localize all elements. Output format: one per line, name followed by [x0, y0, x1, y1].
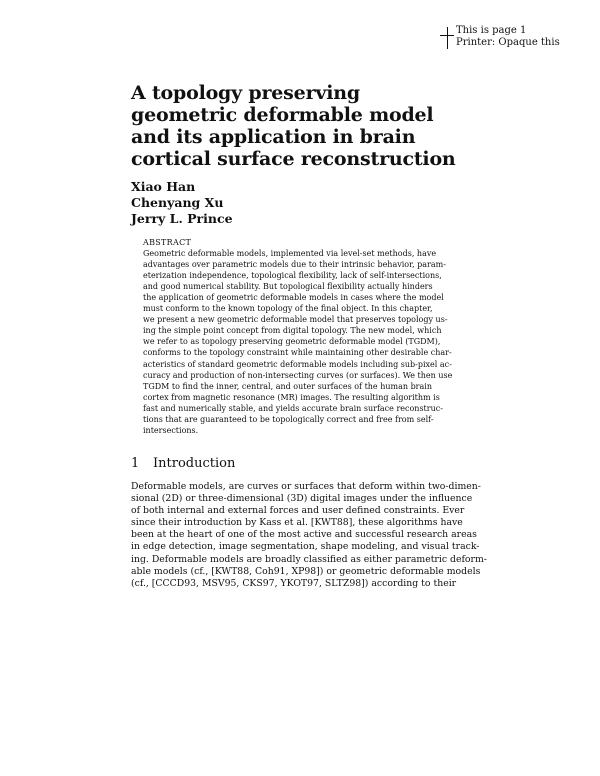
abstract-line: we refer to as topology preserving geometric deformable model (TGDM), — [143, 337, 441, 347]
body-line: ing. Deformable models are broadly classified as either parametric deform- — [131, 553, 487, 565]
abstract-line: the application of geometric deformable models in cases where the model — [143, 293, 444, 303]
abstract-heading: ABSTRACT — [143, 238, 192, 247]
printer-header — [456, 25, 560, 49]
abstract-line: cortex from magnetic resonance (MR) images. The resulting algorithm is — [143, 392, 440, 402]
body-line: been at the heart of one of the most active and successful research areas — [131, 529, 477, 541]
abstract-line: acteristics of standard geometric deformable models including sub-pixel ac- — [143, 359, 452, 369]
body-line: since their introduction by Kass et al. [KWT88], these algorithms have — [131, 517, 463, 529]
abstract-line: tions that are guaranteed to be topologically correct and free from self- — [143, 414, 434, 424]
body-line: able models (cf., [KWT88, Coh91, XP98]) or geometric deformable models — [131, 565, 481, 577]
section-body — [131, 481, 487, 590]
abstract-line: TGDM to find the inner, central, and outer surfaces of the human brain — [143, 381, 432, 391]
abstract-line: conforms to the topology constraint while maintaining other desirable char- — [143, 348, 452, 358]
abstract-line: curacy and production of non-intersecting curves (or surfaces). We then use — [143, 370, 453, 380]
abstract — [143, 237, 459, 436]
author-name: Jerry L. Prince — [131, 211, 233, 226]
abstract-line: must conform to the known topology of the final object. In this chapter, — [143, 304, 433, 314]
paper-title — [131, 82, 461, 170]
abstract-line: advantages over parametric models due to their intrinsic behavior, param- — [143, 260, 446, 270]
body-line: (cf., [CCCD93, MSV95, CKS97, YKOT97, SLTZ98]) according to their — [131, 577, 457, 589]
abstract-line: ing the simple point concept from digital topology. The new model, which — [143, 326, 442, 336]
author-name: Xiao Han — [131, 179, 196, 194]
section-heading — [131, 456, 235, 472]
abstract-line: eterization independence, topological flexibility, lack of self-intersections, — [143, 271, 442, 281]
section-title: Introduction — [153, 456, 236, 471]
body-line: Deformable models, are curves or surfaces that deform within two-dimen- — [131, 481, 481, 492]
title-line: cortical surface reconstruction — [131, 148, 456, 170]
printer-note: Printer: Opaque this — [456, 37, 560, 48]
title-line: A topology preserving — [131, 82, 360, 104]
abstract-line: fast and numerically stable, and yields accurate brain surface reconstruc- — [143, 403, 443, 413]
page-note: This is page 1 — [456, 25, 527, 36]
body-line: of both internal and external forces and user defined constraints. Ever — [131, 505, 465, 517]
abstract-line: we present a new geometric deformable model that preserves topology us- — [143, 315, 448, 325]
section-number: 1 — [131, 456, 140, 471]
body-line: sional (2D) or three-dimensional (3D) digital images under the influence — [131, 493, 473, 505]
title-line: and its application in brain — [131, 126, 416, 148]
abstract-line: and good numerical stability. But topological flexibility actually hinders — [143, 282, 433, 292]
crop-mark-vertical — [447, 27, 448, 49]
title-line: geometric deformable model — [131, 104, 434, 126]
abstract-line: intersections. — [143, 425, 199, 435]
body-line: in edge detection, image segmentation, shape modeling, and visual track- — [131, 541, 480, 553]
crop-mark — [440, 27, 454, 41]
author-name: Chenyang Xu — [131, 195, 224, 210]
abstract-line: Geometric deformable models, implemented via level-set methods, have — [143, 249, 437, 259]
author-list — [131, 179, 431, 227]
